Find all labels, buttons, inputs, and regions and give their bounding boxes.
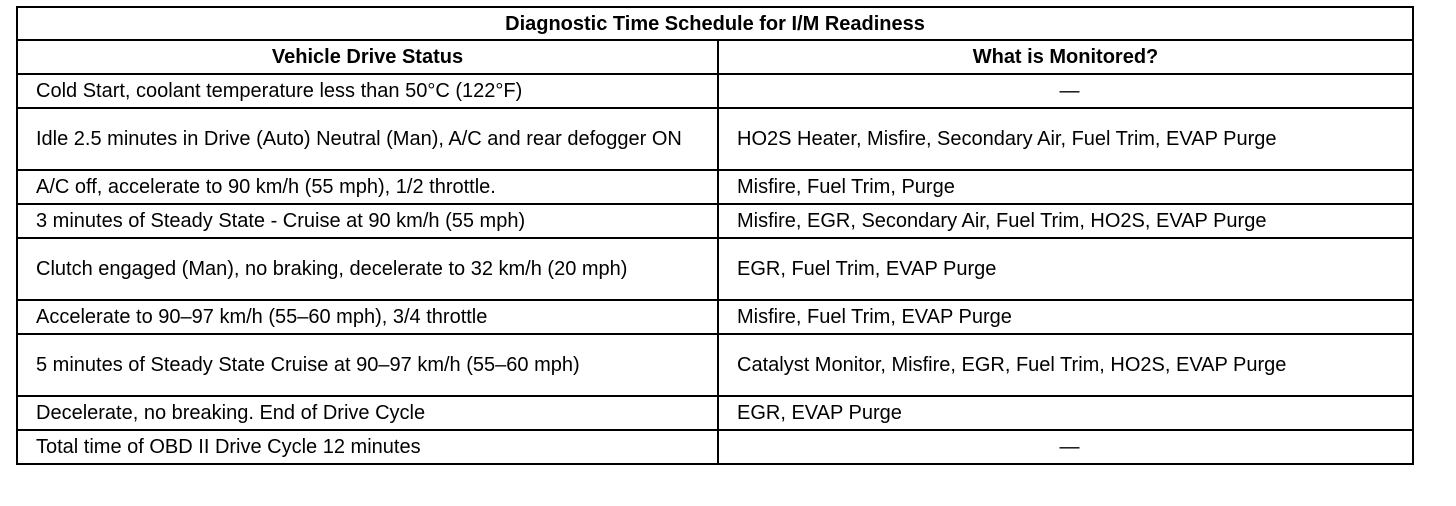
readiness-schedule-table xyxy=(16,6,1414,465)
table-row xyxy=(17,74,1413,108)
title-row xyxy=(17,7,1413,40)
table-row xyxy=(17,204,1413,238)
monitored-cell: Misfire, Fuel Trim, EVAP Purge xyxy=(718,300,1413,334)
table-row xyxy=(17,300,1413,334)
document-page xyxy=(16,6,1412,465)
drive-status-cell: Total time of OBD II Drive Cycle 12 minutes xyxy=(17,430,718,464)
monitored-cell: EGR, EVAP Purge xyxy=(718,396,1413,430)
drive-status-cell: 5 minutes of Steady State Cruise at 90–97 km/h (55–60 mph) xyxy=(17,334,718,396)
monitored-cell: — xyxy=(718,430,1413,464)
drive-status-cell: Idle 2.5 minutes in Drive (Auto) Neutral (Man), A/C and rear defogger ON xyxy=(17,108,718,170)
table-row xyxy=(17,430,1413,464)
monitored-cell: — xyxy=(718,74,1413,108)
drive-status-cell: Decelerate, no breaking. End of Drive Cycle xyxy=(17,396,718,430)
drive-status-cell: Clutch engaged (Man), no braking, decelerate to 32 km/h (20 mph) xyxy=(17,238,718,300)
column-header-monitored: What is Monitored? xyxy=(718,40,1413,74)
table-row xyxy=(17,396,1413,430)
monitored-cell: EGR, Fuel Trim, EVAP Purge xyxy=(718,238,1413,300)
monitored-cell: Misfire, EGR, Secondary Air, Fuel Trim, HO2S, EVAP Purge xyxy=(718,204,1413,238)
monitored-cell: Misfire, Fuel Trim, Purge xyxy=(718,170,1413,204)
column-header-drive-status: Vehicle Drive Status xyxy=(17,40,718,74)
table-row xyxy=(17,108,1413,170)
table-row xyxy=(17,334,1413,396)
drive-status-cell: 3 minutes of Steady State - Cruise at 90 km/h (55 mph) xyxy=(17,204,718,238)
table-row xyxy=(17,238,1413,300)
header-row xyxy=(17,40,1413,74)
monitored-cell: HO2S Heater, Misfire, Secondary Air, Fuel Trim, EVAP Purge xyxy=(718,108,1413,170)
drive-status-cell: Accelerate to 90–97 km/h (55–60 mph), 3/4 throttle xyxy=(17,300,718,334)
monitored-cell: Catalyst Monitor, Misfire, EGR, Fuel Trim, HO2S, EVAP Purge xyxy=(718,334,1413,396)
table-row xyxy=(17,170,1413,204)
drive-status-cell: A/C off, accelerate to 90 km/h (55 mph), 1/2 throttle. xyxy=(17,170,718,204)
drive-status-cell: Cold Start, coolant temperature less than 50°C (122°F) xyxy=(17,74,718,108)
table-title: Diagnostic Time Schedule for I/M Readiness xyxy=(17,7,1413,40)
